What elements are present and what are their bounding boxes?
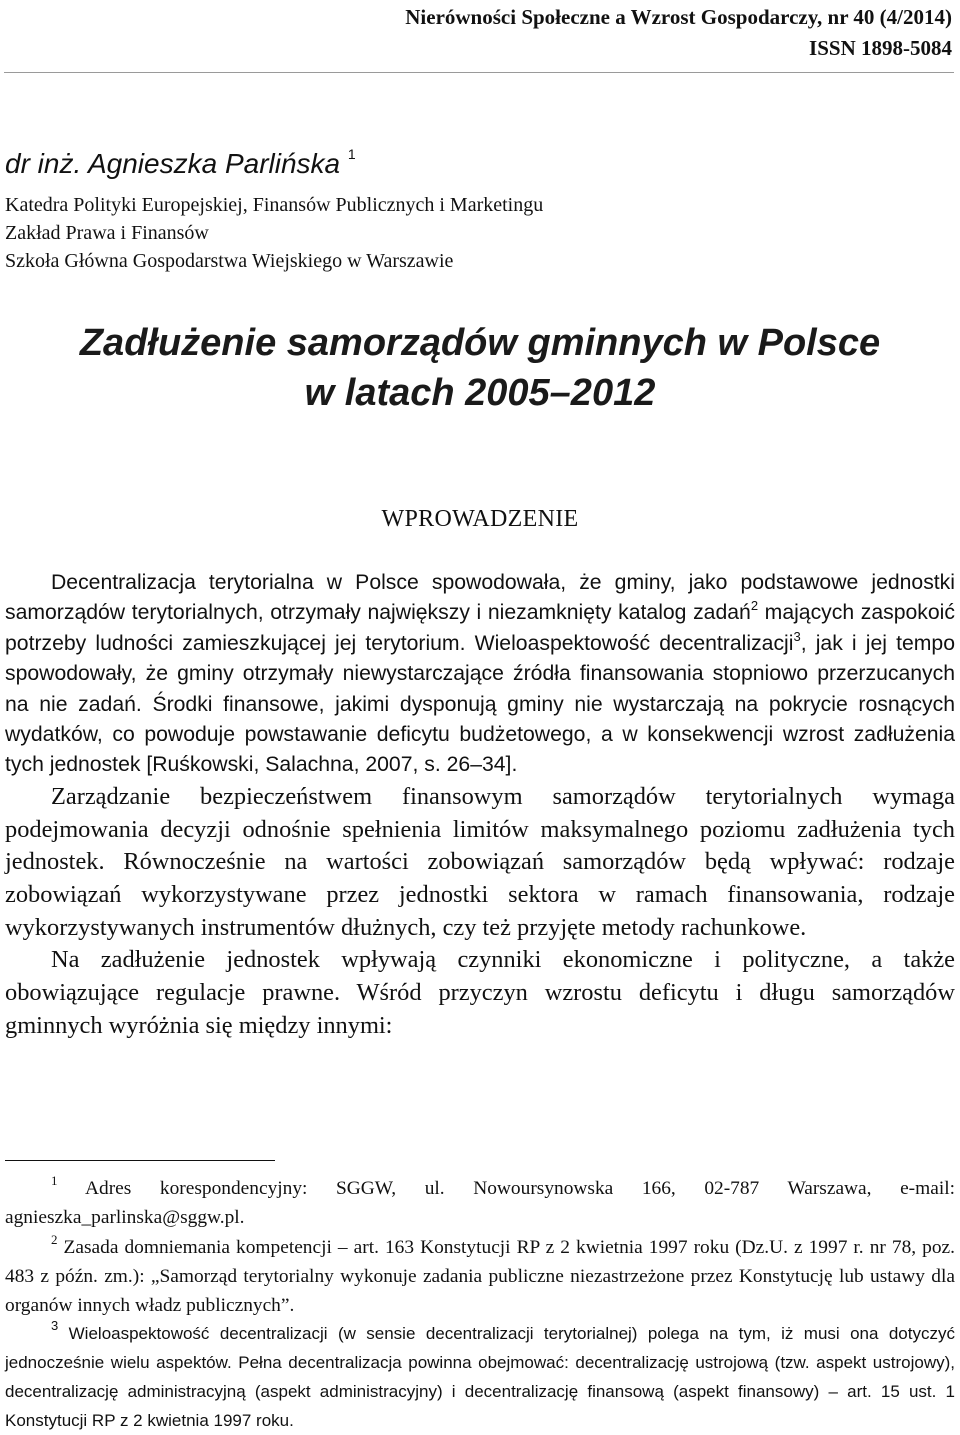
section-heading: WPROWADZENIE [381, 506, 579, 532]
affiliation-line: Katedra Polityki Europejskiej, Finansów Publicznych i Marketingu [5, 194, 544, 216]
paragraph-text: mających zaspokoić potrzeby ludności zamieszkującej jej terytorium. Wieloaspektowość decentralizacji [5, 601, 955, 655]
paper-title-line: Zadłużenie samorządów gminnych w Polsce [79, 322, 881, 364]
author-footnote-ref[interactable]: 1 [347, 146, 356, 162]
footnote-number: 2 [51, 1231, 58, 1247]
author-line [5, 148, 356, 180]
footnote-number: 3 [51, 1318, 59, 1334]
author-name: dr inż. Agnieszka Parlińska [5, 148, 341, 179]
footnote-text: Zasada domniemania kompetencji – art. 163 Konstytucji RP z 2 kwietnia 1997 roku (Dz.U. z 1997 r. nr 78, poz. 483 z późn. zm.): „Samorząd terytorialny wykonuje zadania publiczne niezastrzeżone przez Konstytucję lub ustawy dla organów innych władz publicznych”. [5, 1236, 955, 1317]
footnote-text: Wieloaspektowość decentralizacji (w sensie decentralizacji terytorialnej) polega na tym, iż musi ona dotyczyć jednocześnie wielu aspektów. Pełna decentralizacja powinna obejmować: decentralizację ustrojową (tzw. aspekt ustrojowy), decentralizację administracyjną (aspekt administracyjny) i decentralizację finansową (aspekt finansowy) – art. 15 ust. 1 Konstytucji RP z 2 kwietnia 1997 roku. [5, 1324, 955, 1430]
paragraph-text: Decentralizacja terytorialna w Polsce spowodowała, że gminy, jako podstawowe jednostki samorządów terytorialnych, otrzymały największy i niezamknięty katalog zadań [5, 571, 955, 625]
footnotes [5, 1174, 955, 1435]
paragraph: Na zadłużenie jednostek wpływają czynniki ekonomiczne i polityczne, a także obowiązujące regulacje prawne. Wśród przyczyn wzrostu deficytu i długu samorządów gminnych wyróżnia się między innymi: [5, 946, 955, 1039]
journal-issn: ISSN 1898-5084 [809, 36, 952, 60]
journal-header [405, 2, 952, 64]
journal-name: Nierówności Społeczne a Wzrost Gospodarczy, nr 40 (4/2014) [405, 5, 952, 29]
footnote [5, 1233, 955, 1321]
footnote-number: 1 [51, 1173, 58, 1188]
affiliation-line: Zakład Prawa i Finansów [5, 222, 209, 244]
paragraph: Zarządzanie bezpieczeństwem finansowym samorządów terytorialnych wymaga podejmowania decyzji odnośnie spełnienia limitów maksymalnego poziomu zadłużenia tych jednostek. Równocześnie na wartości zobowiązań samorządów będą wpływać: rodzaje zobowiązań wykorzystywane przez jednostki sektora w ramach finansowania, rodzaje wykorzystywanych instrumentów dłużnych, czy też przyjęte metody rachunkowe. [5, 782, 955, 941]
footnote-ref[interactable]: 3 [793, 628, 801, 644]
footnote [5, 1320, 955, 1435]
paragraph [5, 568, 955, 781]
footnote [5, 1174, 955, 1233]
footnote-ref[interactable]: 2 [750, 598, 759, 614]
affiliation-line: Szkoła Główna Gospodarstwa Wiejskiego w Warszawie [5, 250, 454, 272]
paragraph-text: , jak i jej tempo spowodowały, że gminy otrzymały niewystarczające źródła finansowania stopniowo przerzucanych na nie zadań. Środki finansowe, jakimi dysponują gminy nie wystarczają na pokrycie rosnących wydatków, co powoduje powstawanie deficytu budżetowego, a w konsekwencji wzrost zadłużenia tych jednostek [Ruśkowski, Salachna, 2007, s. 26–34]. [5, 631, 955, 777]
body-text [5, 568, 955, 1042]
header-divider [4, 72, 954, 73]
paper-title-line: w latach 2005–2012 [304, 372, 656, 414]
footnote-text: Adres korespondencyjny: SGGW, ul. Nowoursynowska 166, 02-787 Warszawa, e-mail: agnieszka_parlinska@sggw.pl. [5, 1178, 955, 1229]
paper-title [0, 318, 960, 418]
affiliation-block [5, 191, 543, 275]
footnote-divider [5, 1160, 275, 1161]
